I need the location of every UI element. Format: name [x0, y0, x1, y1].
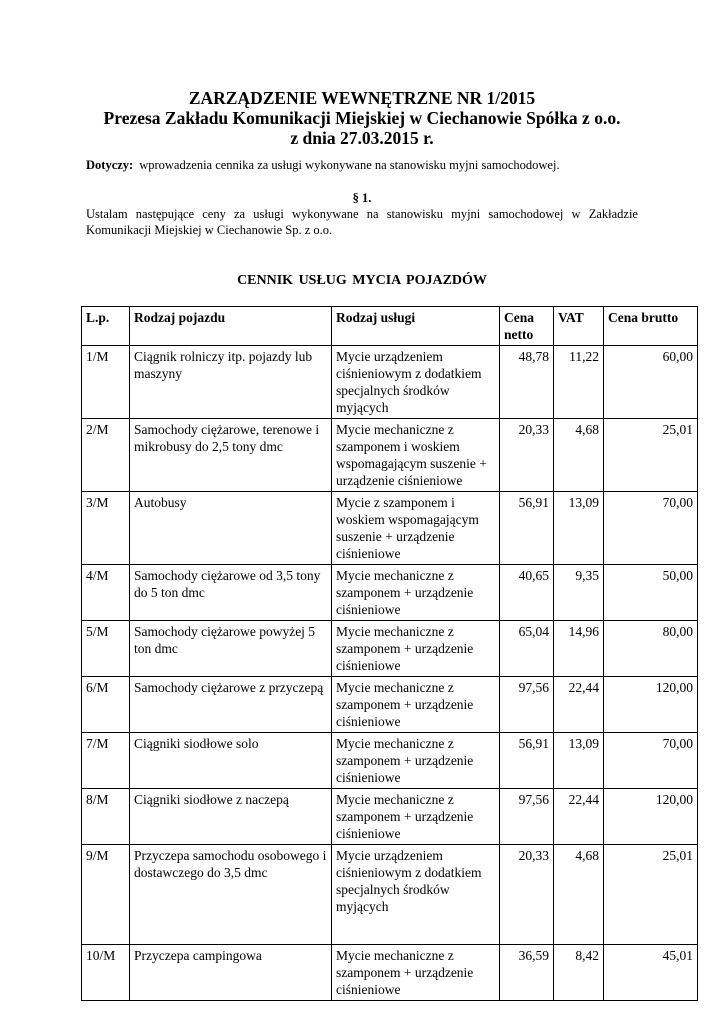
row-vehicle: Przyczepa campingowa [130, 945, 332, 1001]
row-vehicle: Przyczepa samochodu osobowego i dostawczego do 3,5 dmc [130, 845, 332, 945]
row-lp: 9/M [82, 845, 130, 945]
row-service: Mycie z szamponem i woskiem wspomagającym suszenie + urządzenie ciśnieniowe [332, 492, 500, 565]
row-vehicle: Samochody ciężarowe z przyczepą [130, 677, 332, 733]
row-vehicle: Samochody ciężarowe, terenowe i mikrobusy do 2,5 tony dmc [130, 419, 332, 492]
header-net: Cena netto [500, 307, 554, 346]
order-title: ZARZĄDZENIE WEWNĘTRZNE NR 1/2015 [188, 88, 536, 108]
row-vat: 13,09 [554, 492, 604, 565]
paragraph-text: Ustalam następujące ceny za usługi wykonywane na stanowisku myjni samochodowej w Zakładzie Komunikacji Miejskiej w Ciechanowie Sp. z o.o. [86, 207, 638, 237]
row-vat: 4,68 [554, 845, 604, 945]
row-lp: 7/M [82, 733, 130, 789]
row-vat: 22,44 [554, 789, 604, 845]
row-vat: 14,96 [554, 621, 604, 677]
row-gross-price: 25,01 [604, 845, 698, 945]
header-vat: VAT [554, 307, 604, 346]
price-table [81, 306, 698, 1001]
row-net-price: 65,04 [500, 621, 554, 677]
table-row [82, 733, 698, 789]
row-vehicle: Samochody ciężarowe powyżej 5 ton dmc [130, 621, 332, 677]
table-title: CENNIK USŁUG MYCIA POJAZDÓW [237, 273, 487, 288]
subject-label: Dotyczy: [86, 158, 134, 172]
row-vat: 9,35 [554, 565, 604, 621]
row-vat: 13,09 [554, 733, 604, 789]
row-net-price: 20,33 [500, 845, 554, 945]
row-net-price: 56,91 [500, 733, 554, 789]
header-service: Rodzaj usługi [332, 307, 500, 346]
row-gross-price: 60,00 [604, 346, 698, 419]
row-vehicle: Ciągnik rolniczy itp. pojazdy lub maszyny [130, 346, 332, 419]
row-lp: 5/M [82, 621, 130, 677]
table-row [82, 789, 698, 845]
row-vehicle: Samochody ciężarowe od 3,5 tony do 5 ton dmc [130, 565, 332, 621]
row-vat: 4,68 [554, 419, 604, 492]
row-gross-price: 120,00 [604, 677, 698, 733]
table-row [82, 565, 698, 621]
table-row [82, 621, 698, 677]
row-service: Mycie urządzeniem ciśnieniowym z dodatkiem specjalnych środków myjących [332, 845, 500, 945]
row-lp: 10/M [82, 945, 130, 1001]
row-vat: 11,22 [554, 346, 604, 419]
row-gross-price: 120,00 [604, 789, 698, 845]
subject-text: wprowadzenia cennika za usługi wykonywane na stanowisku myjni samochodowej. [139, 158, 560, 172]
subject-line [86, 158, 560, 173]
row-service: Mycie mechaniczne z szamponem + urządzenie ciśnieniowe [332, 945, 500, 1001]
row-net-price: 20,33 [500, 419, 554, 492]
row-net-price: 97,56 [500, 789, 554, 845]
row-lp: 3/M [82, 492, 130, 565]
row-gross-price: 80,00 [604, 621, 698, 677]
row-lp: 4/M [82, 565, 130, 621]
order-issuer: Prezesa Zakładu Komunikacji Miejskiej w Ciechanowie Spółka z o.o. [103, 108, 621, 128]
row-lp: 6/M [82, 677, 130, 733]
row-net-price: 97,56 [500, 677, 554, 733]
row-net-price: 40,65 [500, 565, 554, 621]
table-row [82, 845, 698, 945]
table-row [82, 945, 698, 1001]
row-service: Mycie mechaniczne z szamponem + urządzenie ciśnieniowe [332, 789, 500, 845]
row-service: Mycie mechaniczne z szamponem + urządzenie ciśnieniowe [332, 677, 500, 733]
row-service: Mycie urządzeniem ciśnieniowym z dodatkiem specjalnych środków myjących [332, 346, 500, 419]
order-date: z dnia 27.03.2015 r. [290, 128, 434, 148]
row-lp: 2/M [82, 419, 130, 492]
row-gross-price: 50,00 [604, 565, 698, 621]
row-net-price: 56,91 [500, 492, 554, 565]
paragraph-number: § 1. [352, 191, 372, 205]
row-service: Mycie mechaniczne z szamponem + urządzenie ciśnieniowe [332, 733, 500, 789]
row-gross-price: 70,00 [604, 733, 698, 789]
table-row [82, 492, 698, 565]
row-net-price: 48,78 [500, 346, 554, 419]
row-vehicle: Ciągniki siodłowe z naczepą [130, 789, 332, 845]
row-service: Mycie mechaniczne z szamponem + urządzenie ciśnieniowe [332, 565, 500, 621]
row-service: Mycie mechaniczne z szamponem + urządzenie ciśnieniowe [332, 621, 500, 677]
row-net-price: 36,59 [500, 945, 554, 1001]
row-vehicle: Ciągniki siodłowe solo [130, 733, 332, 789]
header-gross: Cena brutto [604, 307, 698, 346]
table-row [82, 419, 698, 492]
table-row [82, 346, 698, 419]
table-header-row [82, 307, 698, 346]
row-service: Mycie mechaniczne z szamponem i woskiem wspomagającym suszenie + urządzenie ciśnieniowe [332, 419, 500, 492]
row-gross-price: 25,01 [604, 419, 698, 492]
table-row [82, 677, 698, 733]
row-gross-price: 45,01 [604, 945, 698, 1001]
row-vehicle: Autobusy [130, 492, 332, 565]
row-lp: 8/M [82, 789, 130, 845]
row-gross-price: 70,00 [604, 492, 698, 565]
row-lp: 1/M [82, 346, 130, 419]
row-vat: 8,42 [554, 945, 604, 1001]
row-vat: 22,44 [554, 677, 604, 733]
header-lp: L.p. [82, 307, 130, 346]
header-vehicle: Rodzaj pojazdu [130, 307, 332, 346]
